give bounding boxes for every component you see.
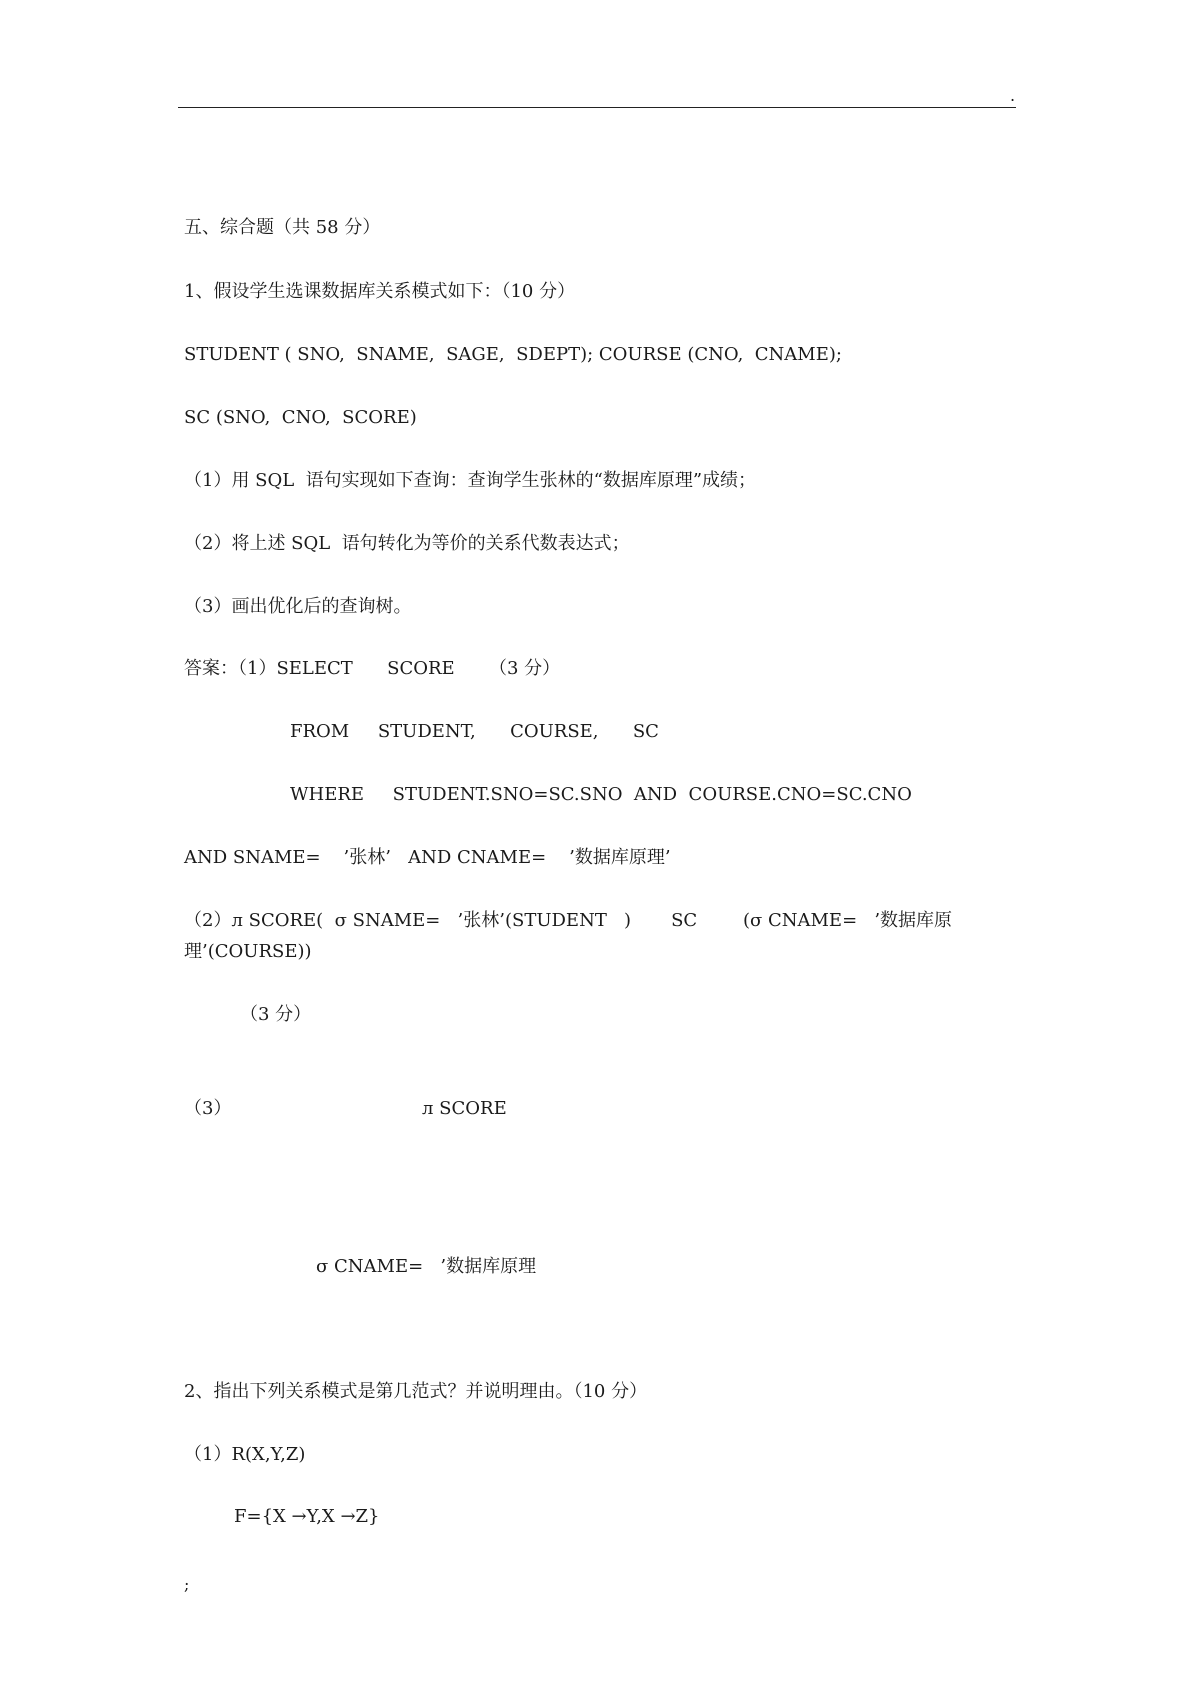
answer-2-expression: （2）л SCORE( σ SNAME= ’张林’(STUDENT ) SC (σ CNAME= ’数据库原 [184,910,953,931]
schema-line-2: SC (SNO, CNO, SCORE) [184,407,417,428]
answer-1-where: WHERE STUDENT.SNO=SC.SNO AND COURSE.CNO=SC.CNO [290,784,912,805]
footer-mark: ; [184,1575,190,1594]
header-mark: . [1010,86,1016,105]
task-2: （2）将上述 SQL 语句转化为等价的关系代数表达式； [184,533,630,554]
question-2-item-1: （1）R(X,Y,Z) [184,1444,306,1465]
task-3: （3）画出优化后的查询树。 [184,596,412,617]
query-tree-select-node: σ CNAME= ’数据库原理 [316,1256,537,1277]
query-tree-root: л SCORE [422,1098,507,1119]
question-2-dependencies: F={X →Y,X →Z} [234,1506,380,1527]
section-title: 五、综合题（共 58 分） [184,217,381,238]
task-1: （1）用 SQL 语句实现如下查询：查询学生张林的“数据库原理”成绩； [184,470,757,491]
answer-1-condition: AND SNAME= ’张林’ AND CNAME= ’数据库原理’ [184,847,671,868]
answer-2-expression-continued: 理’(COURSE)) [184,941,312,962]
question-2-title: 2、指出下列关系模式是第几范式？并说明理由。（10 分） [184,1381,648,1402]
schema-line-1: STUDENT ( SNO, SNAME, SAGE, SDEPT); COURSE (CNO, CNAME); [184,344,842,365]
answer-2-points: （3 分） [240,1004,312,1025]
answer-1-select: 答案：（1）SELECT SCORE （3 分） [184,658,561,679]
answer-1-from: FROM STUDENT, COURSE, SC [290,721,659,742]
answer-3-label: （3） [184,1098,232,1119]
question-1-title: 1、假设学生选课数据库关系模式如下：（10 分） [184,281,576,302]
header-rule [178,107,1016,108]
